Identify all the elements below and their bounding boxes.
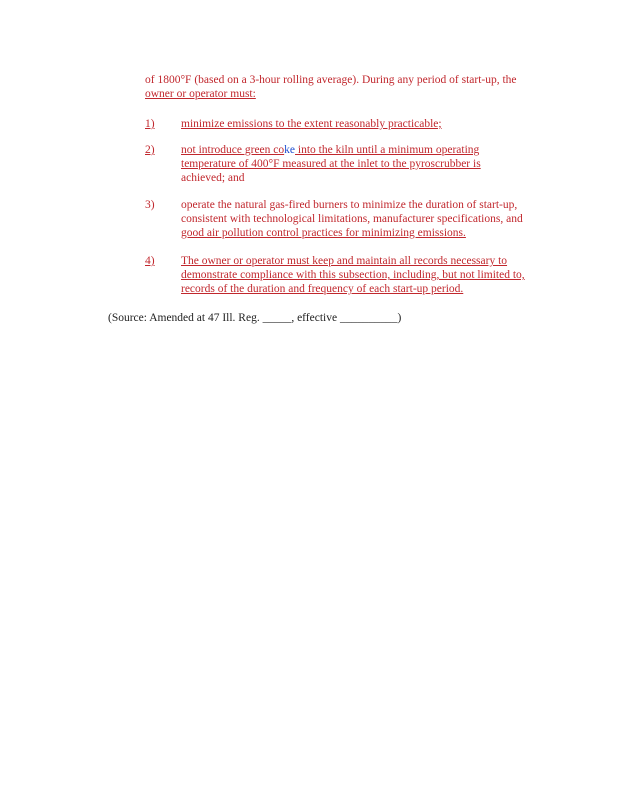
source-prefix: (Source: Amended at 47 Ill. Reg.	[108, 312, 263, 324]
item-line: consistent with technological limitations, manufacturer specifications, and	[181, 213, 523, 225]
item-number: 4)	[145, 255, 155, 267]
source-blank-2: __________	[339, 312, 398, 324]
source-middle: , effective	[291, 312, 340, 324]
item-number: 3)	[145, 199, 155, 211]
item-body	[181, 117, 551, 131]
source-suffix: )	[397, 312, 402, 324]
item-line: demonstrate compliance with this subsection, including, but not limited to,	[181, 269, 525, 281]
item-line: minimize emissions to the extent reasonably practicable;	[181, 118, 442, 130]
inserted-text: ke	[284, 144, 295, 156]
item-number: 2)	[145, 144, 155, 156]
intro-line-2: owner or operator must:	[145, 88, 256, 100]
item-body	[181, 254, 551, 296]
item-line: records of the duration and frequency of each start-up period.	[181, 283, 464, 295]
item-line-post: into the kiln until a minimum operating	[295, 144, 480, 156]
item-number: 1)	[145, 118, 155, 130]
item-body	[181, 143, 551, 185]
item-line: good air pollution control practices for minimizing emissions.	[181, 227, 466, 239]
item-line: achieved; and	[181, 172, 245, 184]
item-line-pre: not introduce green co	[181, 144, 285, 156]
intro-paragraph	[145, 73, 565, 101]
source-note	[108, 311, 528, 325]
item-line: temperature of 400°F measured at the inlet to the pyroscrubber is	[181, 158, 481, 170]
item-body	[181, 198, 551, 240]
item-line: The owner or operator must keep and maintain all records necessary to	[181, 255, 508, 267]
intro-line-1: of 1800°F (based on a 3-hour rolling average). During any period of start-up, the	[145, 74, 517, 86]
source-blank-1: _____	[262, 312, 292, 324]
item-line	[181, 143, 551, 157]
item-line: operate the natural gas-fired burners to minimize the duration of start-up,	[181, 199, 518, 211]
